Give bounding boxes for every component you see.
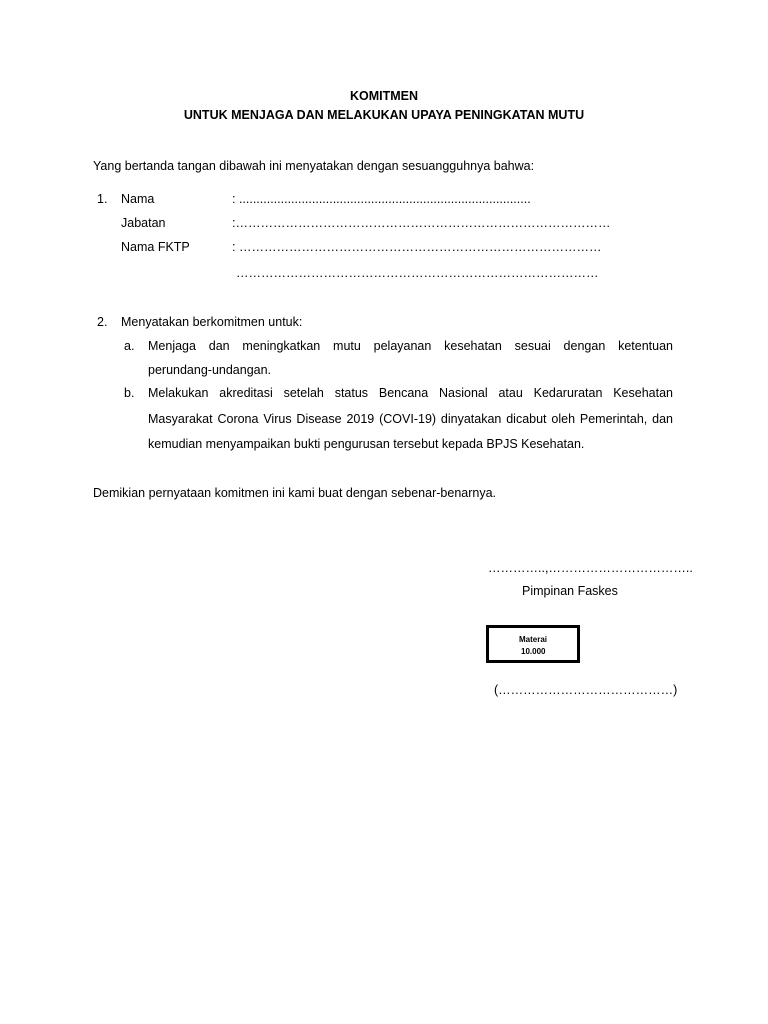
signature-place-date: …………..,…………………………….. (488, 561, 693, 575)
item-b-line-3: kemudian menyampaikan bukti pengurusan tersebut kepada BPJS Kesehatan. (148, 437, 585, 451)
document-title: KOMITMEN (349, 89, 419, 103)
section2-number: 2. (97, 315, 108, 329)
item-b-line-1: Melakukan akreditasi setelah status Bencana Nasional atau Kedaruratan Kesehatan (148, 386, 673, 400)
document-subtitle: UNTUK MENJAGA DAN MELAKUKAN UPAYA PENINGKATAN MUTU (183, 108, 585, 122)
signature-name-line: (……………………………………) (494, 683, 678, 697)
item-letter-b: b. (124, 386, 135, 400)
field-extra-line: …………………………………………………………………………… (236, 266, 599, 280)
materai-stamp-box (486, 625, 580, 663)
field-label-nama-fktp: Nama FKTP (121, 240, 190, 254)
field-label-nama: Nama (121, 192, 155, 206)
field-value-nama-fktp: : …………………………………………………………………………… (232, 240, 602, 254)
section1-number: 1. (97, 192, 108, 206)
stamp-value: 10.000 (521, 647, 546, 656)
signature-role: Pimpinan Faskes (522, 584, 618, 598)
stamp-label: Materai (519, 635, 548, 644)
field-value-jabatan: :……………………………………………………………………………… (232, 216, 611, 230)
closing-text: Demikian pernyataan komitmen ini kami buat dengan sebenar-benarnya. (93, 486, 497, 500)
item-a-line-2: perundang-undangan. (148, 363, 272, 377)
item-letter-a: a. (124, 339, 135, 353)
field-value-nama: : .................................................................................... (232, 192, 531, 206)
item-a-line-1: Menjaga dan meningkatkan mutu pelayanan kesehatan sesuai dengan ketentuan (148, 339, 673, 353)
field-label-jabatan: Jabatan (121, 216, 166, 230)
item-b-line-2: Masyarakat Corona Virus Disease 2019 (COVI-19) dinyatakan dicabut oleh Pemerintah, dan (148, 412, 673, 426)
section2-heading: Menyatakan berkomitmen untuk: (121, 315, 303, 329)
intro-text: Yang bertanda tangan dibawah ini menyatakan dengan sesuangguhnya bahwa: (93, 159, 535, 173)
